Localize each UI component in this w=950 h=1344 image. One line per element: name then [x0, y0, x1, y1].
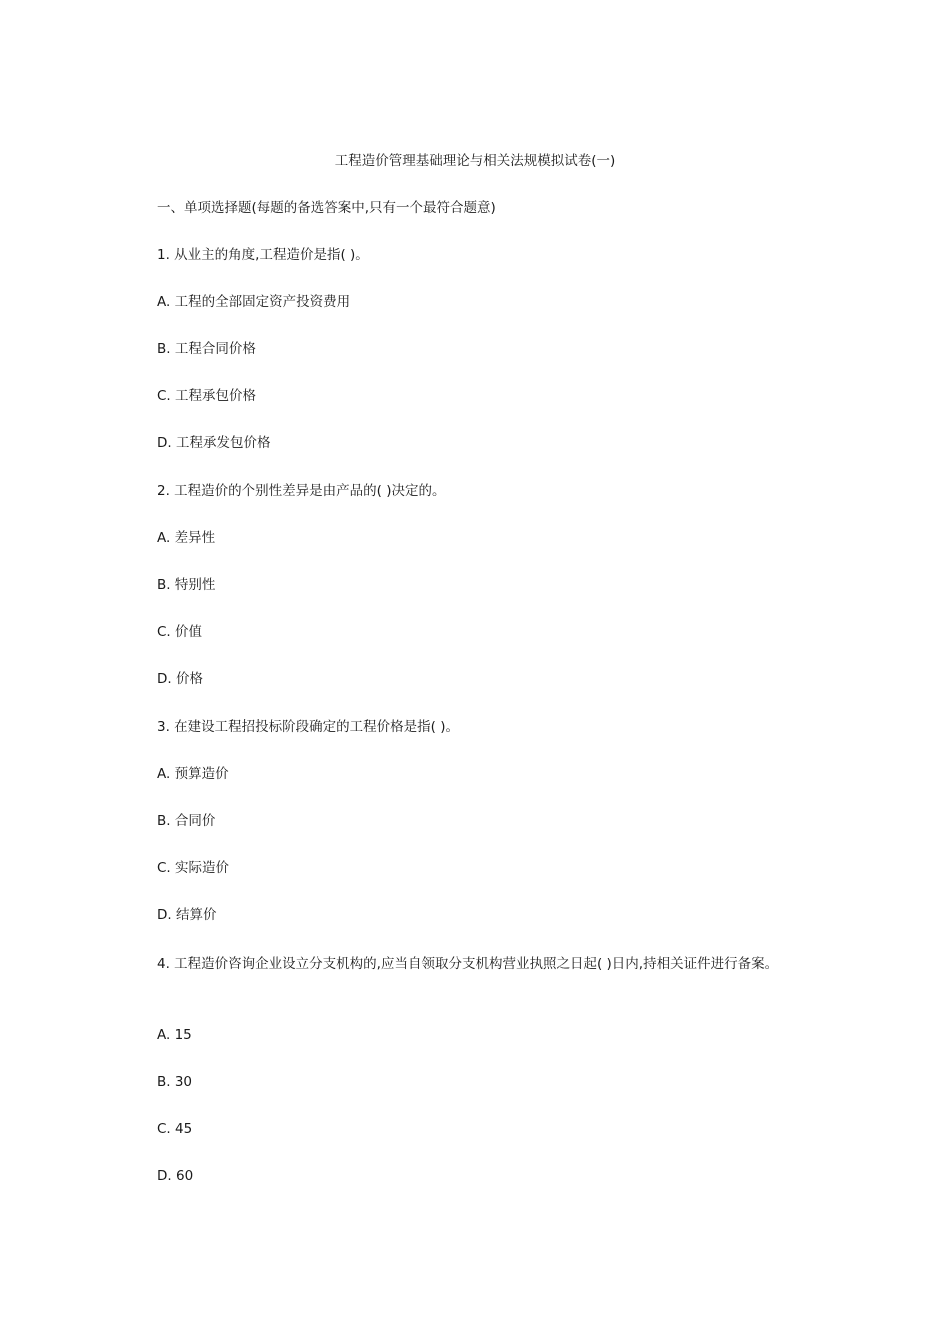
question-3-option-c: C. 实际造价 — [157, 860, 230, 876]
question-stem-3: 3. 在建设工程招投标阶段确定的工程价格是指( )。 — [157, 719, 459, 735]
question-stem-2: 2. 工程造价的个别性差异是由产品的( )决定的。 — [157, 483, 446, 499]
question-4-option-c: C. 45 — [157, 1121, 193, 1137]
question-4-option-a: A. 15 — [157, 1027, 192, 1043]
question-2-option-b: B. 特别性 — [157, 577, 216, 593]
question-3-option-b: B. 合同价 — [157, 813, 216, 829]
question-1-option-a: A. 工程的全部固定资产投资费用 — [157, 294, 351, 310]
question-2-option-c: C. 价值 — [157, 624, 203, 640]
question-1-option-b: B. 工程合同价格 — [157, 341, 256, 357]
question-4-option-b: B. 30 — [157, 1074, 193, 1090]
question-1-option-c: C. 工程承包价格 — [157, 388, 257, 404]
question-3-option-a: A. 预算造价 — [157, 766, 229, 782]
question-3-option-d: D. 结算价 — [157, 907, 217, 923]
question-4-option-d: D. 60 — [157, 1168, 194, 1184]
question-stem-4: 4. 工程造价咨询企业设立分支机构的,应当自领取分支机构营业执照之日起( )日内,持相关证件进行备案。 — [157, 956, 779, 972]
question-2-option-d: D. 价格 — [157, 671, 203, 687]
question-1-option-d: D. 工程承发包价格 — [157, 435, 271, 451]
question-stem-1: 1. 从业主的角度,工程造价是指( )。 — [157, 247, 369, 263]
question-2-option-a: A. 差异性 — [157, 530, 216, 546]
document-title: 工程造价管理基础理论与相关法规模拟试卷(一) — [334, 153, 616, 169]
section-heading: 一、单项选择题(每题的备选答案中,只有一个最符合题意) — [157, 200, 496, 216]
